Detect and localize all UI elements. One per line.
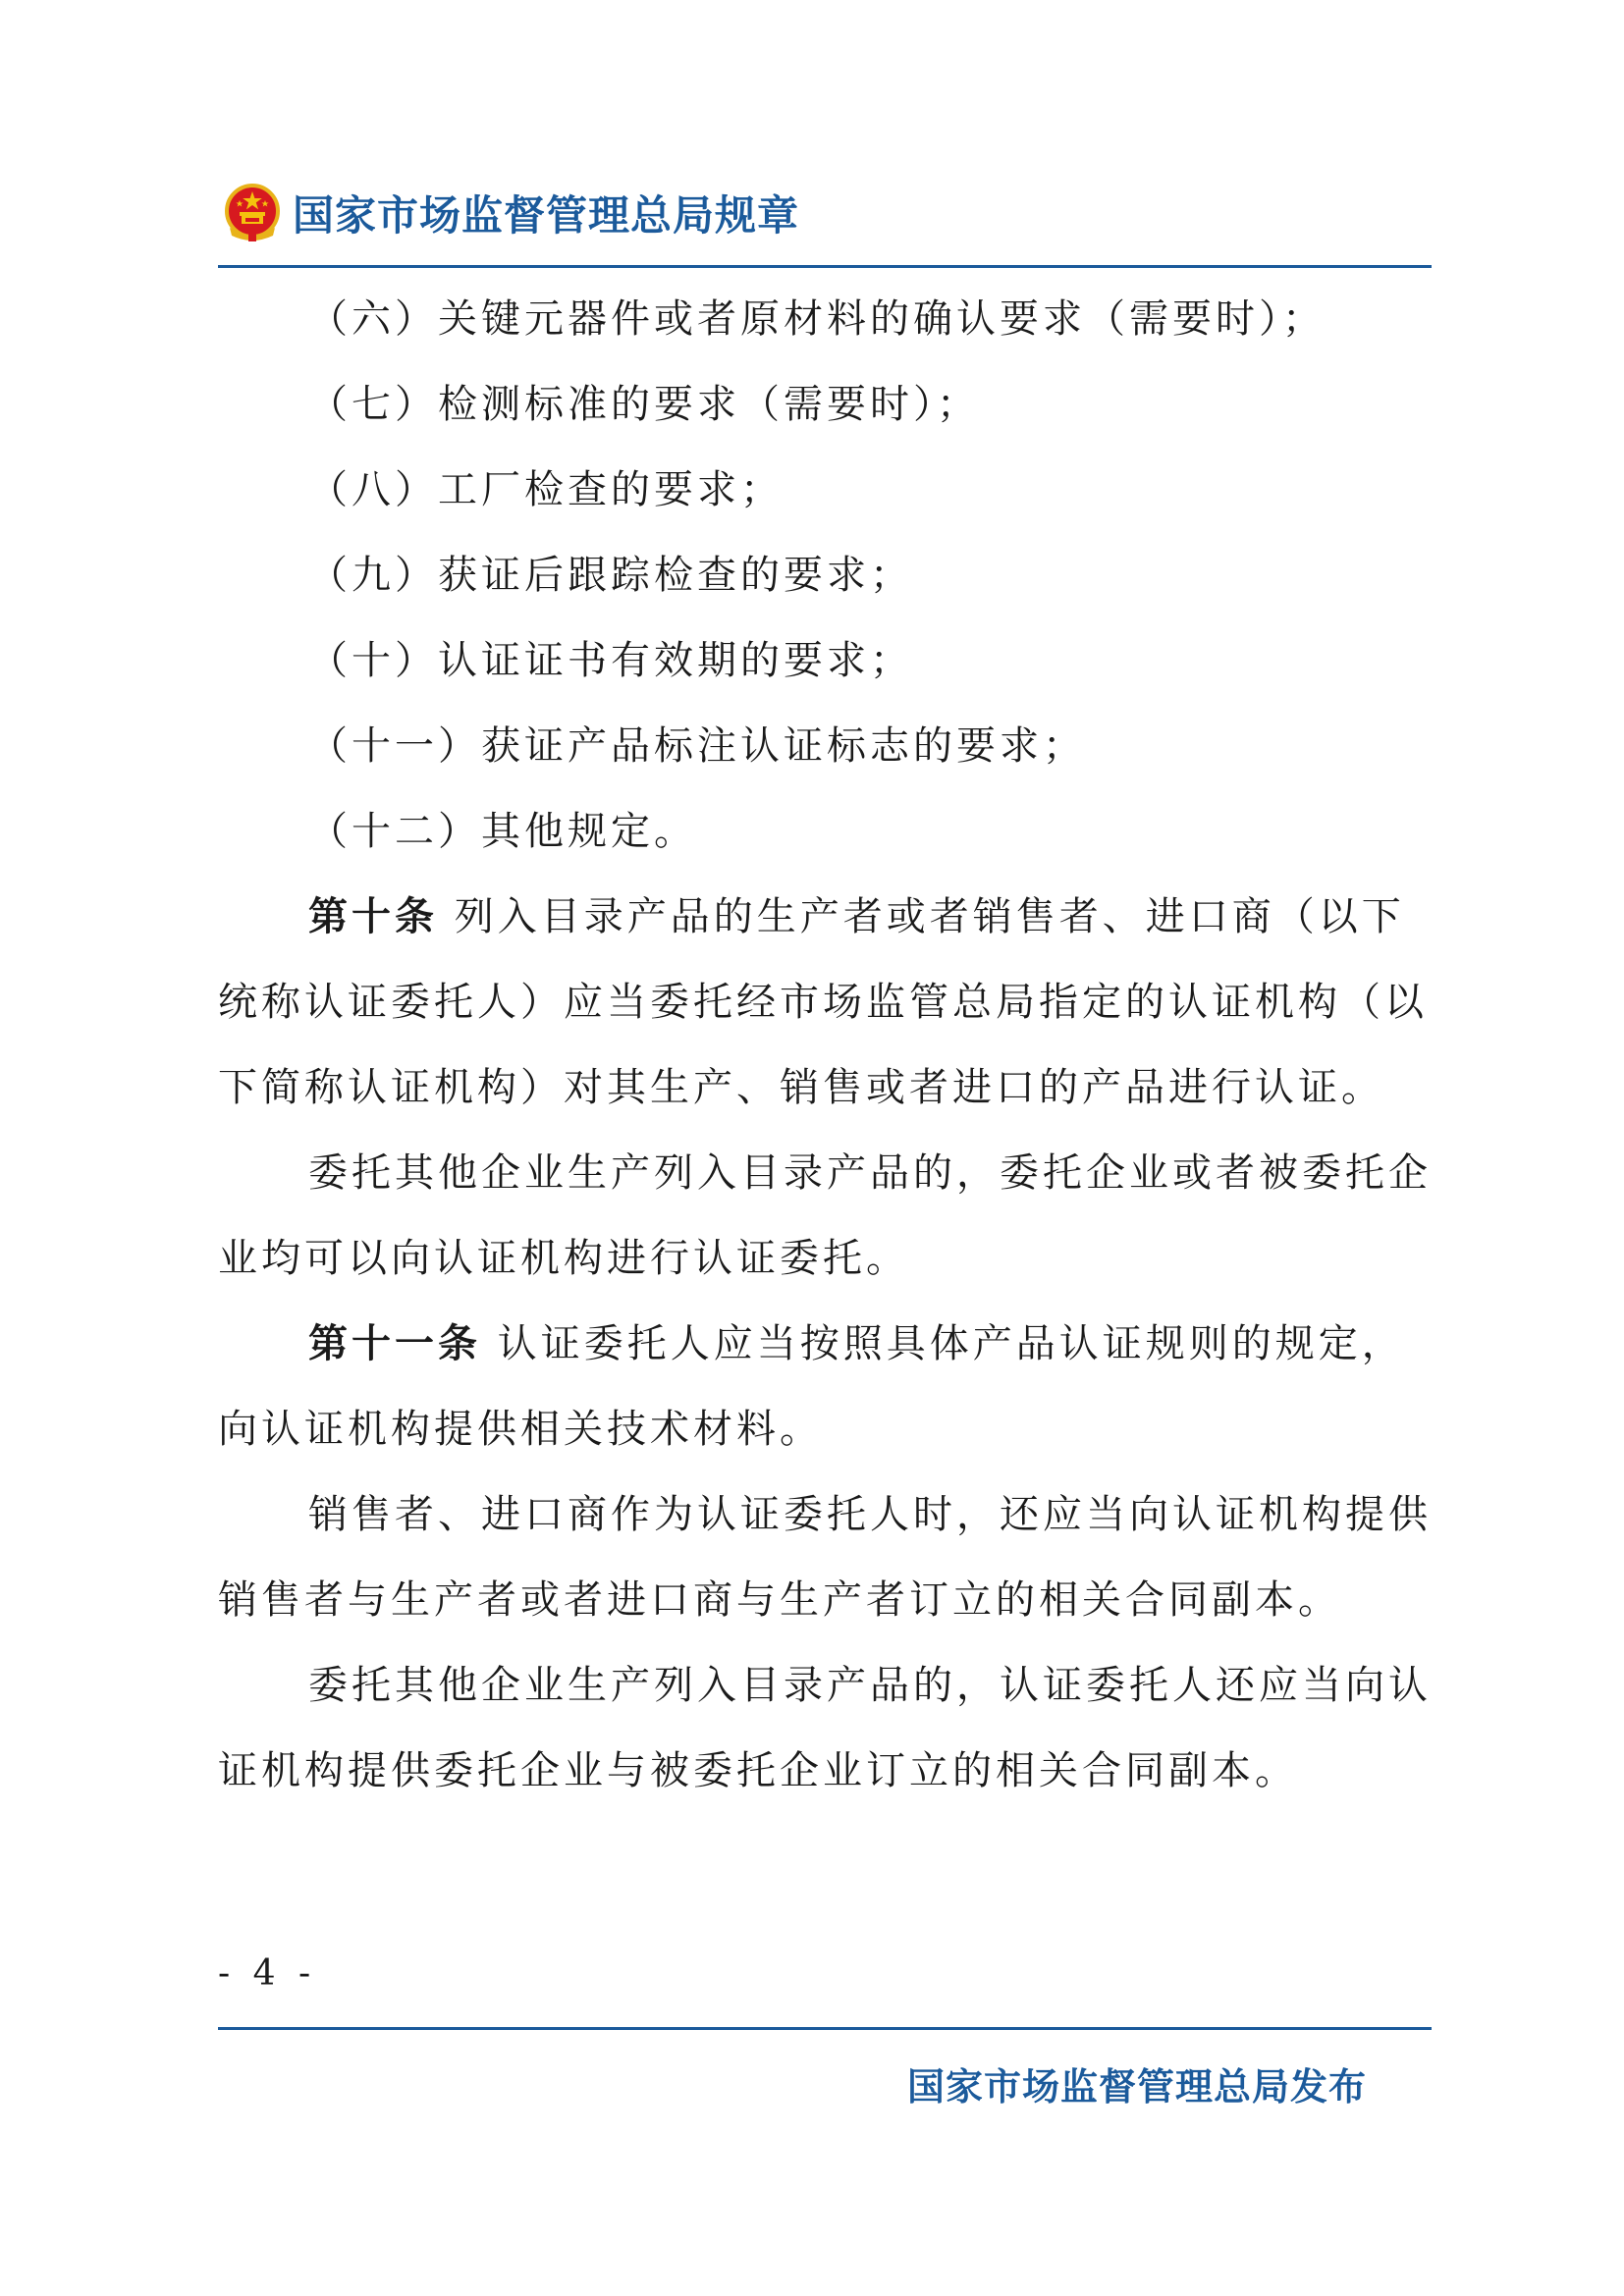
article-10-line [218,875,1432,960]
article-11-paragraph: 销售者、进口商作为认证委托人时，还应当向认证机构提供 [308,1492,1432,1537]
regulation-header-title: 国家市场监督管理总局规章 [293,191,800,240]
article-number: 第十一条 [308,1321,481,1366]
publisher-footer: 国家市场监督管理总局发布 [906,2065,1367,2109]
list-item: （十二）其他规定。 [308,809,697,854]
document-body [218,277,1432,1814]
footer-divider [218,2027,1432,2030]
article-10-line: 统称认证委托人）应当委托经市场监管总局指定的认证机构（以 [218,980,1428,1025]
article-10-paragraph: 业均可以向认证机构进行认证委托。 [218,1236,909,1281]
article-10-line: 下简称认证机构）对其生产、销售或者进口的产品进行认证。 [218,1065,1384,1110]
article-number: 第十条 [308,894,438,939]
header-divider [218,265,1432,268]
list-item: （十一）获证产品标注认证标志的要求； [308,723,1086,769]
article-11-paragraph: 委托其他企业生产列入目录产品的，认证委托人还应当向认 [308,1663,1432,1708]
page-number: - 4 - [218,1953,317,1994]
list-item: （六）关键元器件或者原材料的确认要求（需要时）； [308,296,1326,342]
page-header [224,179,799,247]
national-emblem-icon [224,183,281,243]
article-10-paragraph: 委托其他企业生产列入目录产品的，委托企业或者被委托企 [308,1150,1432,1196]
article-11-line [218,1302,1432,1387]
list-item: （七）检测标准的要求（需要时）； [308,382,980,427]
article-text: 认证委托人应当按照具体产品认证规则的规定， [481,1321,1405,1366]
article-11-line: 向认证机构提供相关技术材料。 [218,1407,823,1452]
list-item: （八）工厂检查的要求； [308,467,784,512]
article-11-paragraph: 证机构提供委托企业与被委托企业订立的相关合同副本。 [218,1748,1298,1793]
article-11-paragraph: 销售者与生产者或者进口商与生产者订立的相关合同副本。 [218,1577,1341,1623]
list-item: （九）获证后跟踪检查的要求； [308,553,913,598]
article-text: 列入目录产品的生产者或者销售者、进口商（以下 [438,894,1405,939]
list-item: （十）认证证书有效期的要求； [308,638,913,683]
